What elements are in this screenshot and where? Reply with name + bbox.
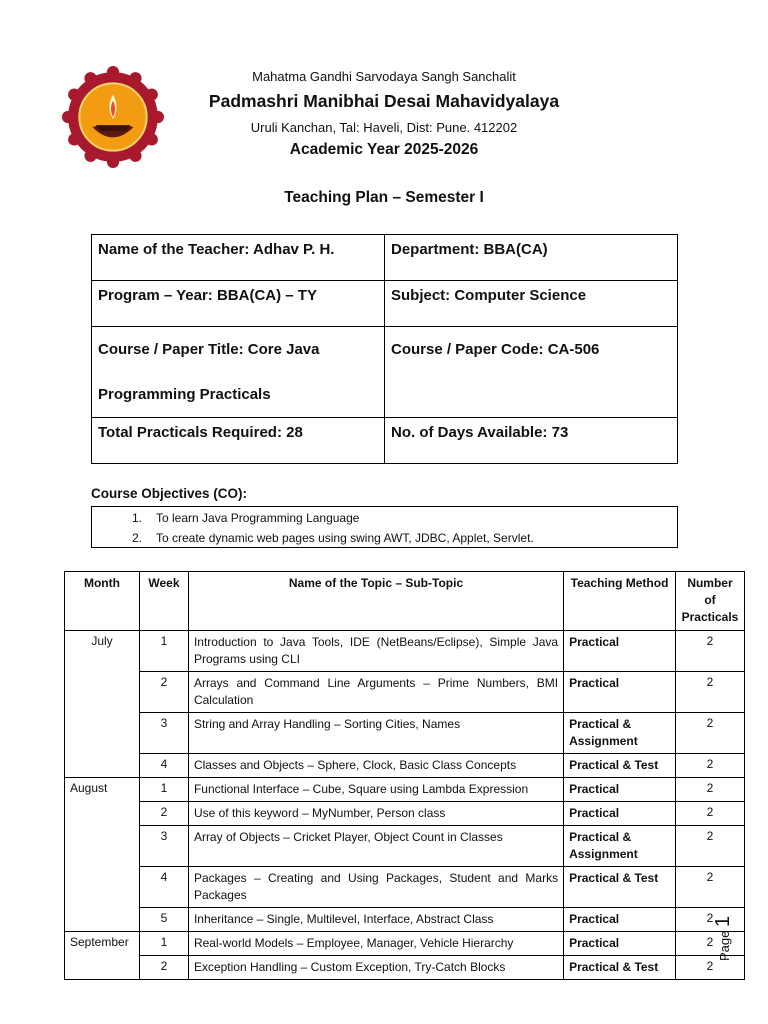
week-cell: 3 [139, 826, 188, 867]
topic-cell: Functional Interface – Cube, Square using Lambda Expression [188, 778, 563, 802]
objective-item: 2. To create dynamic web pages using swing AWT, JDBC, Applet, Servlet. [132, 531, 534, 545]
week-cell: 2 [139, 672, 188, 713]
table-row [65, 672, 745, 713]
teaching-plan-table [64, 571, 745, 980]
topic-cell: Classes and Objects – Sphere, Clock, Basic Class Concepts [188, 754, 563, 778]
count-cell: 2 [675, 754, 744, 778]
month-cell: September [65, 932, 140, 980]
week-cell: 4 [139, 867, 188, 908]
subject: Subject: Computer Science [385, 281, 678, 327]
course-title-line-2: Programming Practicals [98, 386, 271, 403]
table-row [65, 826, 745, 867]
method-cell: Practical [564, 672, 676, 713]
course-title [92, 327, 385, 418]
academic-year: Academic Year 2025-2026 [289, 141, 479, 158]
topic-cell: Real-world Models – Employee, Manager, Vehicle Hierarchy [188, 932, 563, 956]
count-cell: 2 [675, 956, 744, 980]
method-cell: Practical & Assignment [564, 713, 676, 754]
objective-item: 1. To learn Java Programming Language [132, 511, 360, 525]
method-cell: Practical & Assignment [564, 826, 676, 867]
count-cell: 2 [675, 778, 744, 802]
topic-cell: String and Array Handling – Sorting Cities, Names [188, 713, 563, 754]
count-cell: 2 [675, 802, 744, 826]
plan-title: Teaching Plan – Semester I [284, 189, 484, 206]
program-year: Program – Year: BBA(CA) – TY [92, 281, 385, 327]
course-code: Course / Paper Code: CA-506 [385, 327, 678, 418]
count-cell: 2 [675, 867, 744, 908]
count-cell: 2 [675, 631, 744, 672]
count-cell: 2 [675, 672, 744, 713]
month-cell: July [65, 631, 140, 778]
table-row [65, 908, 745, 932]
society-name: Mahatma Gandhi Sarvodaya Sangh Sanchalit [252, 69, 516, 84]
topic-cell: Exception Handling – Custom Exception, Try-Catch Blocks [188, 956, 563, 980]
month-cell: August [65, 778, 140, 932]
header-week: Week [139, 572, 188, 631]
page-label: Page [717, 930, 732, 961]
method-cell: Practical & Test [564, 956, 676, 980]
header-method: Teaching Method [564, 572, 676, 631]
total-practicals: Total Practicals Required: 28 [92, 418, 385, 464]
week-cell: 4 [139, 754, 188, 778]
header-count: Number of Practicals [675, 572, 744, 631]
week-cell: 3 [139, 713, 188, 754]
page-number-value: 1 [712, 915, 734, 927]
objectives-box [91, 506, 678, 548]
page-number [712, 916, 735, 961]
header-topic: Name of the Topic – Sub-Topic [188, 572, 563, 631]
method-cell: Practical & Test [564, 754, 676, 778]
table-row [65, 631, 745, 672]
department: Department: BBA(CA) [385, 235, 678, 281]
course-title-line-1: Course / Paper Title: Core Java [98, 341, 320, 358]
week-cell: 1 [139, 932, 188, 956]
topic-cell: Inheritance – Single, Multilevel, Interface, Abstract Class [188, 908, 563, 932]
teacher-name: Name of the Teacher: Adhav P. H. [92, 235, 385, 281]
topic-cell: Packages – Creating and Using Packages, Student and Marks Packages [188, 867, 563, 908]
days-available: No. of Days Available: 73 [385, 418, 678, 464]
method-cell: Practical [564, 932, 676, 956]
count-cell: 2 [675, 932, 744, 956]
college-name: Padmashri Manibhai Desai Mahavidyalaya [208, 91, 560, 111]
table-row [65, 778, 745, 802]
course-info-table [91, 234, 678, 464]
table-row [65, 713, 745, 754]
count-cell: 2 [675, 713, 744, 754]
objectives-heading: Course Objectives (CO): [91, 486, 248, 501]
method-cell: Practical [564, 778, 676, 802]
week-cell: 1 [139, 778, 188, 802]
college-address: Uruli Kanchan, Tal: Haveli, Dist: Pune. 412202 [250, 120, 518, 135]
count-cell: 2 [675, 908, 744, 932]
method-cell: Practical [564, 802, 676, 826]
topic-cell: Use of this keyword – MyNumber, Person class [188, 802, 563, 826]
table-row [65, 956, 745, 980]
table-row [65, 932, 745, 956]
week-cell: 2 [139, 802, 188, 826]
table-row [65, 802, 745, 826]
week-cell: 5 [139, 908, 188, 932]
method-cell: Practical & Test [564, 867, 676, 908]
topic-cell: Arrays and Command Line Arguments – Prime Numbers, BMI Calculation [188, 672, 563, 713]
table-row [65, 867, 745, 908]
topic-cell: Introduction to Java Tools, IDE (NetBeans/Eclipse), Simple Java Programs using CLI [188, 631, 563, 672]
table-row [65, 754, 745, 778]
topic-cell: Array of Objects – Cricket Player, Object Count in Classes [188, 826, 563, 867]
method-cell: Practical [564, 908, 676, 932]
header-month: Month [65, 572, 140, 631]
method-cell: Practical [564, 631, 676, 672]
week-cell: 1 [139, 631, 188, 672]
count-cell: 2 [675, 826, 744, 867]
week-cell: 2 [139, 956, 188, 980]
